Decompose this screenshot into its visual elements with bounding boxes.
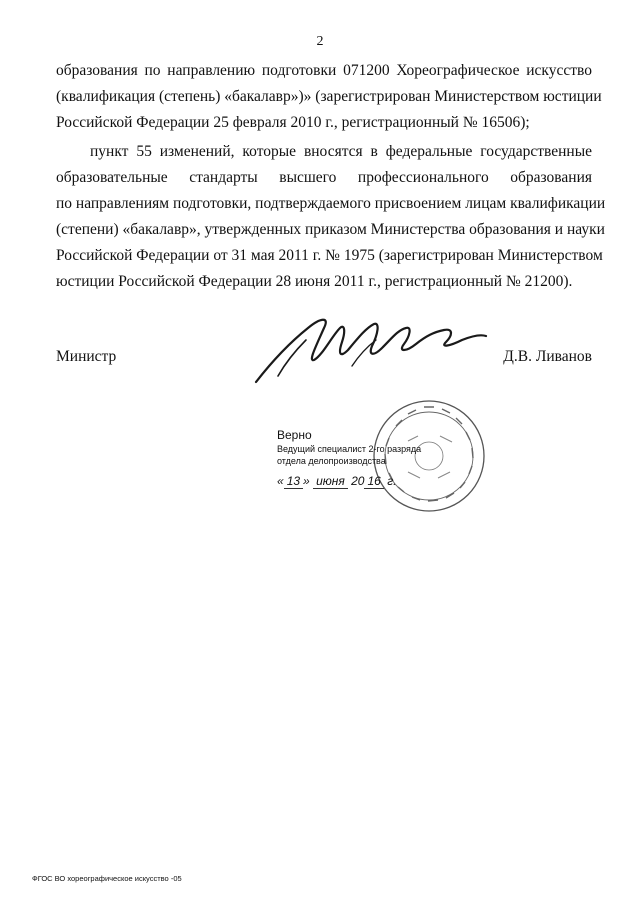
certification-block [277, 428, 421, 488]
certification-title: Верно [277, 428, 312, 442]
paragraph-1-line: (квалификация (степень) «бакалавр»)» (зарегистрирован Министерством юстиции [56, 88, 602, 105]
paragraph-1-line: образования по направлению подготовки 071200 Хореографическое искусство [56, 62, 592, 79]
paragraph-1 [56, 58, 602, 136]
certification-department: отдела делопроизводства [277, 456, 386, 466]
date-month: июня [313, 474, 348, 489]
date-year-unit: г. [387, 474, 397, 488]
certification-date: « 13 » июня 20 16 г. [277, 474, 397, 488]
paragraph-2-line: пункт 55 изменений, которые вносятся в федеральные государственные [90, 143, 592, 160]
paragraph-2-line: по направлениям подготовки, подтверждаемого присвоением лицам квалификации [56, 195, 606, 212]
signer-title: Министр [56, 348, 117, 365]
paragraph-2 [56, 139, 606, 295]
paragraph-1-line: Российской Федерации 25 февраля 2010 г., регистрационный № 16506); [56, 114, 530, 131]
date-year-suffix: 16 [364, 474, 383, 489]
paragraph-2-line: образовательные стандарты высшего профессионального образования [56, 169, 592, 186]
page-number: 2 [316, 34, 324, 49]
paragraph-2-line: юстиции Российской Федерации 28 июня 2011 г., регистрационный № 21200). [56, 273, 573, 290]
footer-file-name: ФГОС ВО хореографическое искусство -05 [32, 874, 182, 883]
date-year-prefix: 20 [351, 474, 365, 488]
certification-position: Ведущий специалист 2-го разряда [277, 444, 422, 454]
paragraph-2-line: (степени) «бакалавр», утвержденных приказом Министерства образования и науки [56, 221, 605, 238]
handwritten-signature [248, 306, 488, 390]
signer-name: Д.В. Ливанов [503, 348, 592, 365]
paragraph-2-line: Российской Федерации от 31 мая 2011 г. № 1975 (зарегистрирован Министерством [56, 247, 603, 264]
date-day: 13 [284, 474, 303, 489]
